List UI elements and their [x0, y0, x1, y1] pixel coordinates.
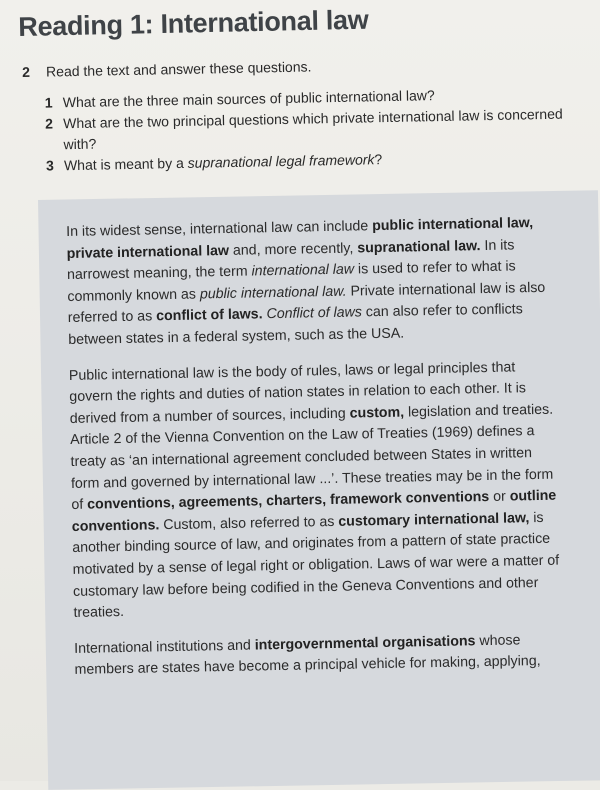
text-run: is another binding source of law, and originates from a pattern of state practice motivated by a sense of legal right or obligation. Laws of war were a matter of customary law before being codified in the Geneva Conventions and other treaties. [72, 509, 560, 622]
reading-paragraph [74, 629, 565, 682]
text-run: Custom, also referred to as [159, 513, 339, 533]
question-list [23, 83, 565, 177]
question-text: What are the two principal questions which private international law is concerned with? [63, 105, 563, 153]
text-run: In its widest sense, international law can include [66, 218, 373, 240]
question-number: 1 [44, 94, 53, 111]
text-run: whose members are states have become a principal vehicle for making, applying, [74, 632, 541, 679]
exercise-section [22, 52, 564, 177]
text-run: In its narrowest meaning, the term [66, 236, 515, 284]
text-run: International institutions and [74, 637, 255, 657]
text-run: legislation and treaties. Article 2 of the Vienna Convention on the Law of Treaties (1969) defines a treaty as ‘an international agreement concluded between States in written form and governed by international law ...’. These treaties may be in the form of [70, 401, 554, 514]
page-title: Reading 1: International law [18, 4, 369, 42]
text-run: Private international law is also referred to as [67, 279, 546, 327]
instruction-text: Read the text and answer these questions. [45, 58, 312, 80]
italic-term: international law [251, 261, 355, 280]
italic-term: Conflict of laws [266, 304, 363, 323]
text-run: Public international law is the body of rules, laws or legal principles that govern the rights and duties of nation states in relation to each other. It is derived from a number of sources, including [68, 358, 527, 427]
bold-term: conflict of laws. [156, 306, 263, 325]
text-run: is used to refer to what is commonly known as [67, 258, 516, 305]
question-number: 2 [45, 115, 54, 132]
text-run: or [489, 488, 510, 506]
question-text: What are the three main sources of public international law? [62, 87, 435, 111]
question-text-italic: supranational legal framework [187, 151, 375, 171]
bold-term: supranational law. [357, 237, 481, 257]
bold-term: conventions, agreements, charters, framework conventions [87, 489, 490, 513]
bold-term: public international law, private international law [66, 215, 534, 262]
reading-text [66, 213, 565, 696]
question-text-end: ? [374, 151, 383, 168]
bold-term: customary international law, [338, 509, 530, 530]
bold-term: custom, [349, 404, 405, 422]
bold-term: outline conventions. [71, 487, 557, 535]
bold-term: intergovernmental organisations [254, 632, 476, 654]
text-run: and, more recently, [228, 240, 358, 259]
text-run: can also refer to conflicts between states in a federal system, such as the USA. [68, 301, 523, 348]
exercise-instruction [22, 52, 562, 83]
reading-paragraph [69, 356, 564, 624]
question-text-start: What is meant by a [63, 154, 188, 174]
reading-paragraph [66, 213, 558, 352]
exercise-number: 2 [22, 63, 31, 80]
italic-term: public international law. [199, 283, 347, 303]
question-number: 3 [45, 157, 54, 174]
